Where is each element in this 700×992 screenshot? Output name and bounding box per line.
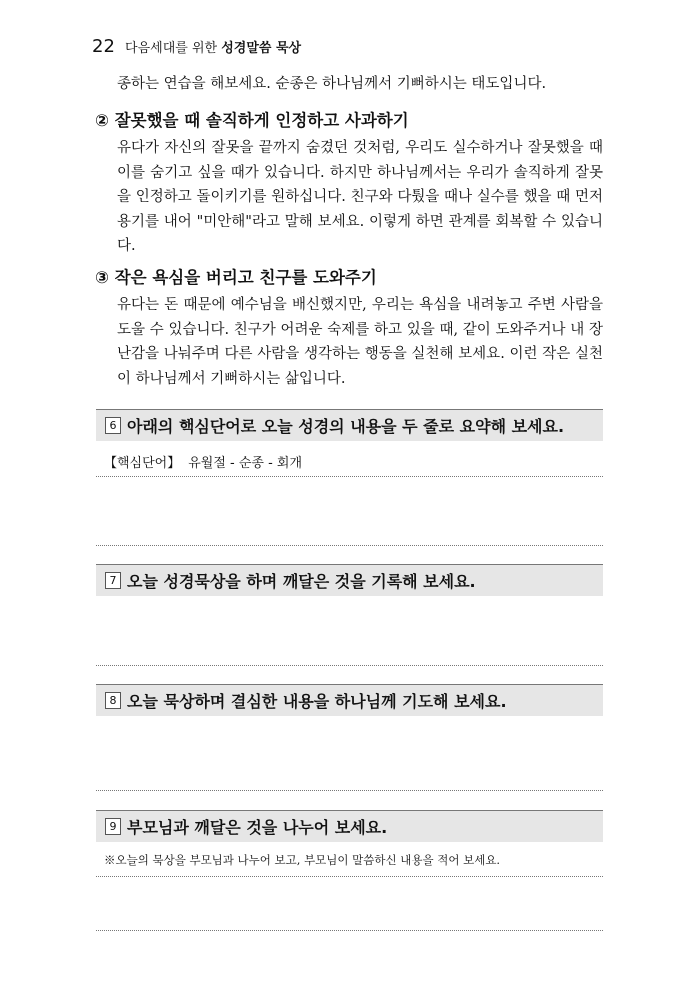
page-number: 22 <box>92 36 115 57</box>
question-number: 7 <box>105 572 121 589</box>
instruction-note: ※오늘의 묵상을 부모님과 나누어 보고, 부모님이 말씀하신 내용을 적어 보세요. <box>104 853 501 867</box>
answer-line[interactable] <box>96 545 603 546</box>
question-8-box <box>96 684 603 716</box>
keywords-list: 유월절 - 순종 - 회개 <box>188 456 303 471</box>
question-number: 9 <box>105 818 121 835</box>
keywords-row <box>104 452 302 471</box>
series-title: 다음세대를 위한 <box>125 41 218 56</box>
question-7-box <box>96 564 603 596</box>
answer-line[interactable] <box>96 790 603 791</box>
page-header <box>92 36 301 57</box>
question-6-box <box>96 409 603 441</box>
question-number: 6 <box>105 417 121 434</box>
question-text: 부모님과 깨달은 것을 나누어 보세요. <box>127 818 388 837</box>
section-body-2: 유다가 자신의 잘못을 끝까지 숨겼던 것처럼, 우리도 실수하거나 잘못했을 때 이를 숨기고 싶을 때가 있습니다. 하지만 하나님께서는 우리가 솔직하게 잘못을 인정하고 돌이키기를 원하십니다. 친구와 다퉜을 때나 실수를 했을 때 먼저 용기를 내어 "미안해"라고 말해 보세요. 이렇게 하면 관계를 회복할 수 있습니다. <box>117 140 603 254</box>
question-9-box <box>96 810 603 842</box>
answer-line[interactable] <box>96 476 603 477</box>
keywords-label: 【핵심단어】 <box>104 456 181 471</box>
question-number: 8 <box>105 692 121 709</box>
section-body-3: 유다는 돈 때문에 예수님을 배신했지만, 우리는 욕심을 내려놓고 주변 사람을 도울 수 있습니다. 친구가 어려운 숙제를 하고 있을 때, 같이 도와주거나 내 장난감을 나눠주며 다른 사람을 생각하는 행동을 실천해 보세요. 이런 작은 실천이 하나님께서 기뻐하시는 삶입니다. <box>117 297 603 387</box>
answer-line[interactable] <box>96 930 603 931</box>
book-title: 성경말씀 묵상 <box>221 41 302 56</box>
question-text: 아래의 핵심단어로 오늘 성경의 내용을 두 줄로 요약해 보세요. <box>127 417 565 436</box>
answer-line[interactable] <box>96 665 603 666</box>
question-text: 오늘 성경묵상을 하며 깨달은 것을 기록해 보세요. <box>127 572 476 591</box>
section-heading-2: ② 잘못했을 때 솔직하게 인정하고 사과하기 <box>95 111 409 130</box>
section-heading-3: ③ 작은 욕심을 버리고 친구를 도와주기 <box>95 268 377 287</box>
question-text: 오늘 묵상하며 결심한 내용을 하나님께 기도해 보세요. <box>127 692 507 711</box>
intro-paragraph: 종하는 연습을 해보세요. 순종은 하나님께서 기뻐하시는 태도입니다. <box>117 76 547 92</box>
answer-line[interactable] <box>96 876 603 877</box>
